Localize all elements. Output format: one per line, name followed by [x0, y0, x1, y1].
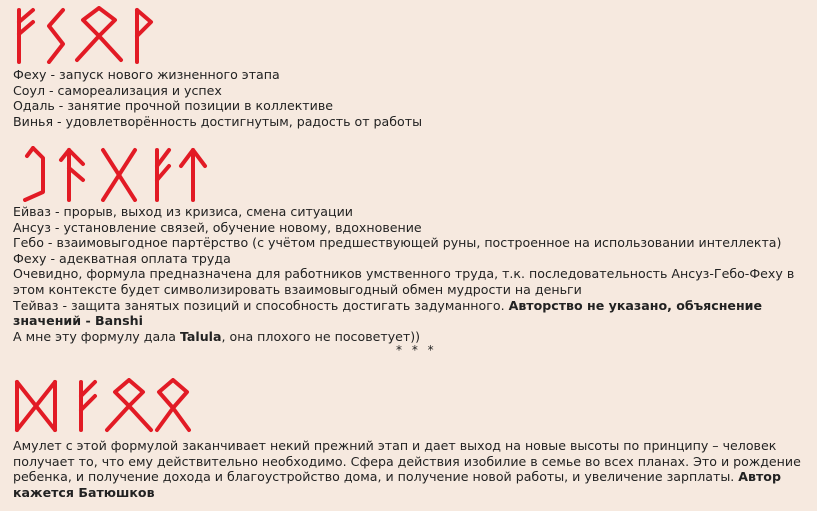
othala-rune-icon: [107, 380, 151, 430]
given-by-line: [13, 329, 813, 345]
given-name: Talula: [179, 328, 222, 344]
author-note: Авторство не указано, объяснение значений - Banshi: [13, 297, 763, 329]
formula-explanation: Очевидно, формула предназначена для работников умственного труда, т.к. последовательность Ансуз-Гебо-Феху в этом контексте будет символизировать взаимовыгодный обмен мудрости на деньги: [13, 266, 795, 297]
rune-images-2: [11, 146, 211, 202]
rune-meaning-line: Ейваз - прорыв, выход из кризиса, смена ситуации: [13, 204, 353, 219]
ansuz-rune-icon: [61, 150, 83, 200]
eihwaz-rune-icon: [25, 148, 43, 200]
rune-meaning-line: Винья - удовлетворённость достигнутым, радость от работы: [13, 113, 423, 129]
rune-row-3: [11, 378, 191, 434]
amulet-description: [13, 438, 803, 500]
tiwaz-line: [13, 298, 773, 329]
dagaz-rune-icon: [17, 382, 55, 430]
rune-row-2: [11, 146, 211, 202]
fehu-rune-icon: [81, 382, 95, 430]
given-suffix: , она плохого не посоветует)): [221, 328, 421, 344]
rune-images-3: [11, 378, 191, 434]
rune-meaning-line: Гебо - взаимовыгодное партёрство (с учётом предшествующей руны, построенное на использовании интеллекта): [13, 235, 782, 251]
rune-images-1: [11, 6, 161, 64]
section-2-text: [13, 204, 813, 357]
amulet-author: Автор кажется Батюшков: [13, 469, 781, 500]
rune-meaning-line: Феху - адекватная оплата труда: [13, 250, 231, 266]
wunjo-rune-icon: [137, 10, 151, 62]
amulet-text: Амулет с этой формулой заканчивает некий прежний этап и дает выход на новые высоты по принципу – человек получает то, что ему действительно необходимо. Сфера действия изобилие в семье во всех планах. Это и рождение ребенка, и получение дохода и благоустройство дома, и получение новой работы, и увеличение зарплаты.: [13, 438, 801, 485]
separator: * * *: [396, 343, 437, 358]
tiwaz-rune-icon: [181, 150, 205, 200]
gebo-rune-icon: [103, 150, 135, 200]
fehu-rune-icon: [19, 10, 33, 62]
section-3-text: [13, 438, 813, 500]
rune-meaning-line: Соул - самореализация и успех: [13, 82, 222, 98]
section-1-text: [13, 67, 813, 129]
given-prefix: А мне эту формулу дала: [13, 328, 180, 344]
othala-rune-icon: [157, 380, 189, 430]
tiwaz-text: Тейваз - защита занятых позиций и способность достигать задуманного.: [13, 297, 505, 313]
rune-meaning-line: Ансуз - установление связей, обучение новому, вдохновение: [13, 219, 422, 235]
fehu-rune-icon: [157, 150, 169, 200]
rune-meaning-line: Одаль - занятие прочной позиции в коллективе: [13, 98, 334, 114]
sowilo-rune-icon: [49, 10, 63, 62]
othala-rune-icon: [77, 8, 121, 60]
rune-meaning-line: Феху - запуск нового жизненного этапа: [13, 67, 280, 82]
rune-row-1: [11, 6, 161, 64]
